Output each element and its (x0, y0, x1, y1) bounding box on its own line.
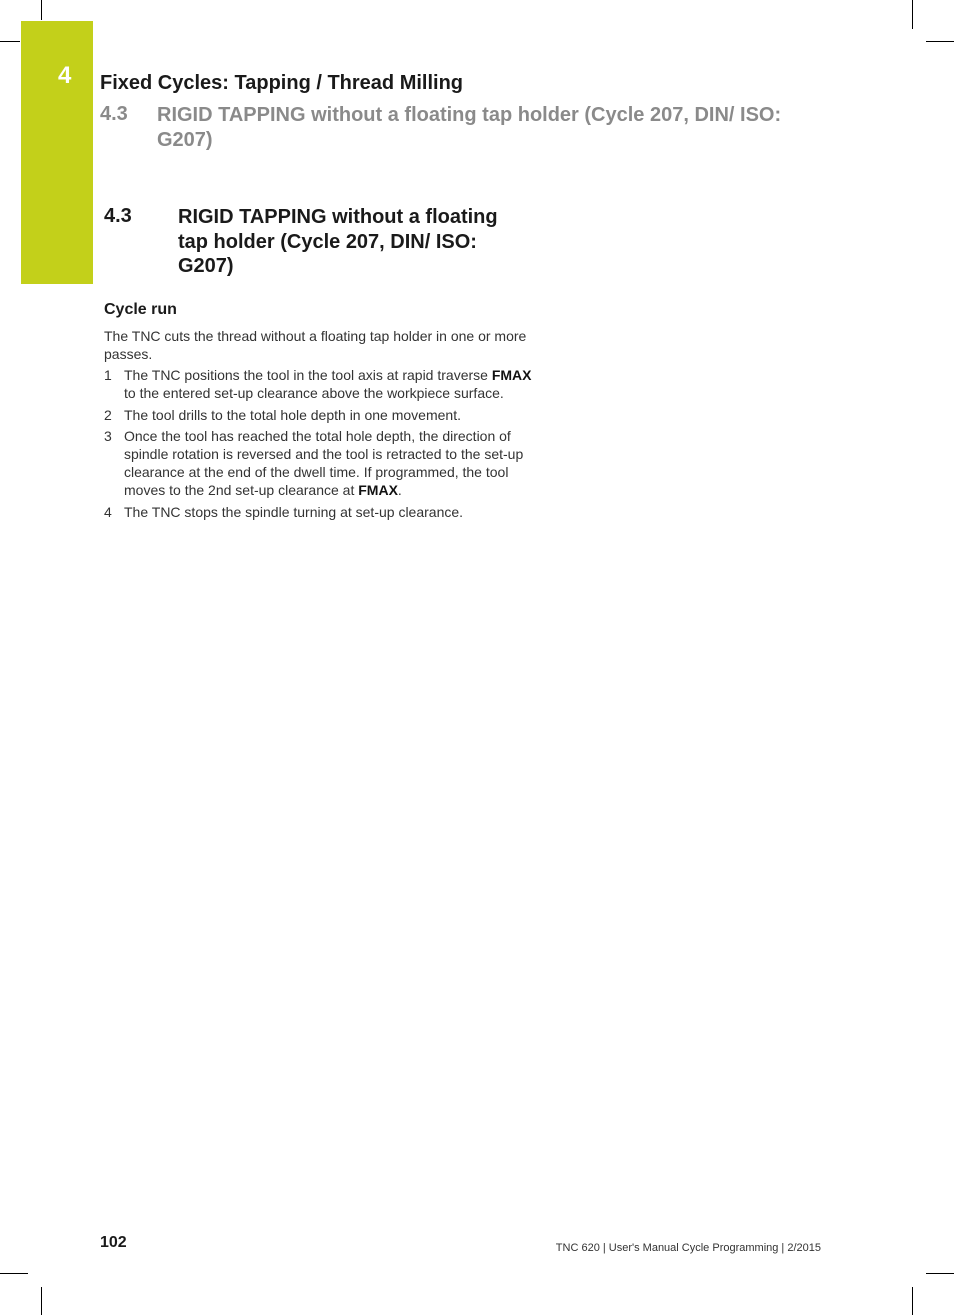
step-number: 2 (104, 406, 112, 423)
crop-mark (926, 41, 954, 42)
running-header-section-title: RIGID TAPPING without a floating tap holder (Cycle 207, DIN/ ISO: G207) (157, 104, 782, 151)
list-item (104, 503, 544, 521)
fmax-keyword: FMAX (358, 482, 398, 498)
running-header-chapter: Fixed Cycles: Tapping / Thread Milling (100, 72, 464, 94)
crop-mark (0, 1273, 28, 1274)
step-number: 1 (104, 367, 112, 383)
list-item (104, 366, 544, 402)
chapter-number: 4 (58, 62, 72, 89)
crop-mark (41, 0, 42, 20)
step-number: 3 (104, 428, 112, 444)
page-number: 102 (100, 1234, 127, 1251)
cycle-run-intro: The TNC cuts the thread without a floating tap holder in one or more passes. (104, 328, 527, 362)
crop-mark (926, 1273, 954, 1274)
step-text: The TNC positions the tool in the tool axis at rapid traverse (124, 367, 492, 383)
list-item (104, 427, 544, 499)
chapter-tab (21, 21, 93, 284)
crop-mark (912, 0, 913, 29)
list-item (104, 406, 544, 424)
section-number: 4.3 (104, 205, 132, 227)
step-number: 4 (104, 503, 112, 520)
crop-mark (0, 41, 20, 42)
running-header-section-number: 4.3 (100, 103, 128, 125)
step-text: The TNC stops the spindle turning at set-up clearance. (124, 503, 464, 520)
crop-mark (41, 1287, 42, 1315)
cycle-run-steps (104, 366, 544, 524)
step-text: The tool drills to the total hole depth in one movement. (124, 406, 461, 423)
crop-mark (912, 1287, 913, 1315)
fmax-keyword: FMAX (491, 367, 532, 383)
section-title: RIGID TAPPING without a floating tap holder (Cycle 207, DIN/ ISO: G207) (178, 206, 498, 277)
step-text: to the entered set-up clearance above the workpiece surface. (124, 385, 504, 401)
step-text: Once the tool has reached the total hole depth, the direction of spindle rotation is reversed and the tool is retracted to the set-up clearance at the end of the dwell time. If programmed, the tool moves to the 2nd set-up clearance at (124, 428, 524, 498)
step-text: . (397, 482, 402, 498)
cycle-run-heading: Cycle run (104, 301, 177, 318)
footer-text: TNC 620 | User's Manual Cycle Programming | 2/2015 (555, 1242, 821, 1254)
